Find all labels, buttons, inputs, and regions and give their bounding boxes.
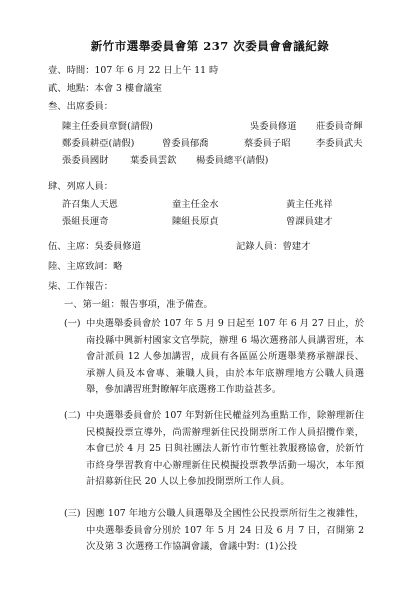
attendee: 陳主任委員章賢(請假) [62,121,153,132]
document-title: 新竹市選舉委員會第 237 次委員會會議紀錄 [90,39,330,53]
observers-label: 肆、列席人員： [48,181,114,192]
item-index: (一) [64,318,81,329]
attendee: 李委員武夫 [316,138,363,149]
attendee: 蔡委員子昭 [244,138,291,149]
observer: 童主任金水 [172,199,219,210]
report-item-2 [64,408,364,491]
meeting-chair: 伍、主席：吳委員修道 [48,241,141,252]
attendee: 張委員國財 [62,155,109,166]
item-index: (二) [64,410,81,421]
attendees-label: 叁、出席委員： [48,101,114,112]
meeting-time: 壹、時間：107 年 6 月 22 日上午 11 時 [48,65,219,76]
observer: 黃主任兆祥 [286,199,333,210]
report-item-1 [64,316,364,399]
report-item-3 [64,506,364,556]
observer: 張組長運奇 [62,216,109,227]
attendee: 楊委員總平(請假) [196,155,269,166]
item-index: (三) [64,508,81,519]
group-1-heading: 一、第一組：報告事項，准予備查。 [64,299,213,310]
attendee: 曾委員郁喬 [162,138,209,149]
attendee: 鄭委員耕亞(請假) [62,138,135,149]
meeting-place: 貳、地點：本會 3 樓會議室 [48,83,163,94]
item-text: 中央選舉委員會於 107 年 5 月 9 日起至 107 年 6 月 27 日止，於南投縣中興新村國家文官學院，辦理 6 場次選務部人員講習班，本會計派員 12 人參加講習，成員有各區區公所選舉業務承辦課長、承辦人員及本會專、兼職人員，由於本年底辦理地方公職人員選舉，參加講習班對瞭解年底選務工作助益甚多。 [86,318,364,395]
observer: 曾課員建才 [286,216,333,227]
attendee: 莊委員奇輝 [316,121,363,132]
attendee: 葉委員雲欽 [130,155,177,166]
chair-speech: 陸、主席致詞：略 [48,261,123,272]
observer: 陳組長原貞 [172,216,219,227]
meeting-recorder: 記錄人員：曾建才 [236,241,311,252]
item-text: 因應 107 年地方公職人員選舉及全國性公民投票所衍生之複雜性，中央選舉委員會分別於 107 年 5 月 24 日及 6 月 7 日，召開第 2 次及第 3 次選務工作協調會議，會議中對：(1)公投 [86,508,364,552]
attendee: 吳委員修道 [250,121,297,132]
item-text: 中央選舉委員會於 107 年對新住民權益列為重點工作，除辦理新住民模擬投票宣導外，尚需辦理新住民投開票所工作人員招攬作業，本會已於 4 月 25 日與社團法人新竹市竹塹社教服務協會，於新竹市終身學習教育中心辦理新住民模擬投票教學活動一場次，本年預計招募新住民 20 人以上參加投開票所工作人員。 [86,410,364,487]
observer: 許召集人天恩 [62,199,118,210]
report-label: 柒、工作報告： [48,281,114,292]
